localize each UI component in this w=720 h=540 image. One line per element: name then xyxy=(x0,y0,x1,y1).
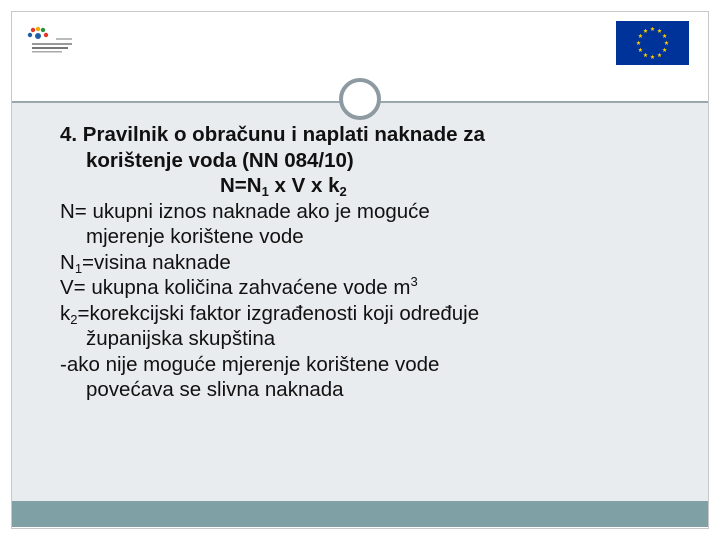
note-line-cont: povećava se slivna naknada xyxy=(86,378,344,401)
eu-flag-icon xyxy=(616,21,689,65)
definition-n: N= ukupni iznos naknade ako je moguće xyxy=(60,199,430,223)
heading-line: 4. Pravilnik o obračunu i naplati naknade za xyxy=(60,123,485,146)
definition-n-cont: mjerenje korištene vode xyxy=(86,225,304,248)
definition-k2: $k_2=korekcijski$ faktor izgrađenosti koji određuje xyxy=(60,301,480,327)
definition-n1: $N_1=visina$ naknade xyxy=(60,250,231,276)
heading-line: korištenje voda (NN 084/10) xyxy=(86,148,354,172)
circle-ornament-icon xyxy=(339,78,381,120)
note-line: -ako nije moguće mjerenje korištene vode xyxy=(60,352,440,376)
definition-v: V= ukupna količina zahvaćene vode $m^3$ xyxy=(60,274,418,299)
slide-body xyxy=(60,122,680,403)
definition-k2-cont: županijska skupština xyxy=(86,327,276,350)
project-logo-icon xyxy=(26,26,78,62)
footer-bar xyxy=(12,501,708,527)
formula: $N=N_1$ x V x $k_2$ xyxy=(220,174,347,199)
